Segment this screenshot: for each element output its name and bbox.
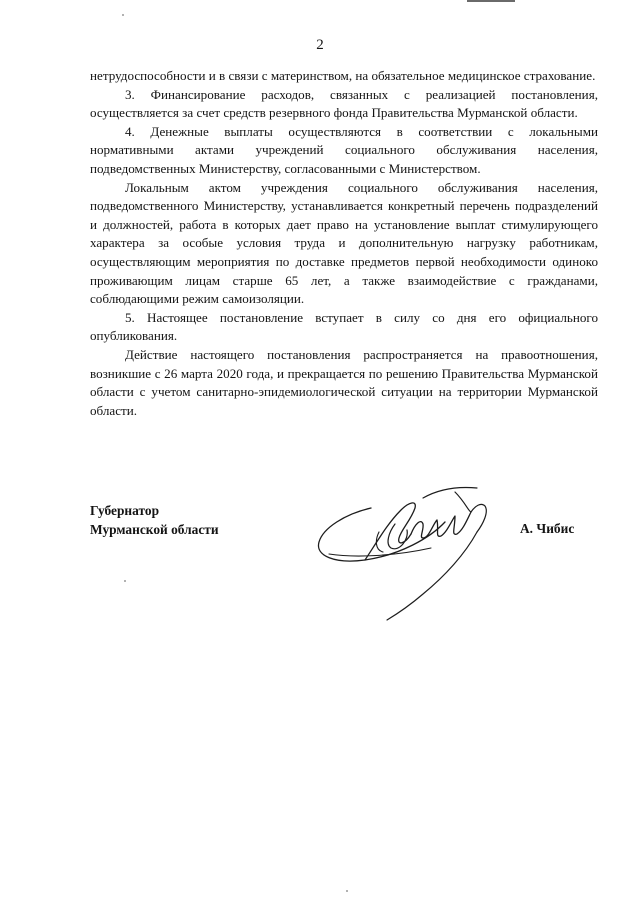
- handwritten-signature: [305, 472, 510, 622]
- signatory-title-line-2: Мурманской области: [90, 521, 219, 537]
- paragraph-continuation: нетрудоспособности и в связи с материнством, на обязательное медицинское страхование.: [90, 68, 596, 83]
- paragraph-item-3: 3. Финансирование расходов, связанных с реализацией постановления, осуществляется за счет средств резервного фонда Правительства Мурманской области.: [90, 86, 598, 121]
- paragraph-local-act: Локальным актом учреждения социального обслуживания населения, подведомственного Министерству, устанавливается конкретный перечень подразделений и должностей, работа в которых дает право на установление выплат стимулирующего характера за особые условия труда и дополнительную нагрузку работникам, осуществляющим мероприятия по доставке предметов первой необходимости одиноко проживающим лицам старше 65 лет, а также взаимодействие с гражданами, соблюдающими режим самоизоляции.: [90, 179, 598, 307]
- paragraph-item-4: 4. Денежные выплаты осуществляются в соответствии с локальными нормативными актами учреждений социального обслуживания населения, подведомственных Министерству, согласованными с Министерством.: [90, 123, 598, 176]
- page-number: 2: [316, 37, 324, 53]
- document-body: [90, 67, 598, 420]
- signatory-title: [90, 502, 250, 539]
- paragraph-item-5: 5. Настоящее постановление вступает в силу со дня его официального опубликования.: [90, 309, 598, 344]
- signatory-name: А. Чибис: [520, 521, 575, 536]
- scan-speck: [124, 580, 126, 582]
- scan-speck: [346, 890, 348, 892]
- scan-speck: [122, 14, 124, 16]
- top-edge-rule: [467, 0, 515, 2]
- paragraph-effect: Действие настоящего постановления распространяется на правоотношения, возникшие с 26 марта 2020 года, и прекращается по решению Правительства Мурманской области с учетом санитарно-эпидемиологической ситуации на территории Мурманской области.: [90, 346, 598, 418]
- signatory-title-line-1: Губернатор: [90, 503, 160, 518]
